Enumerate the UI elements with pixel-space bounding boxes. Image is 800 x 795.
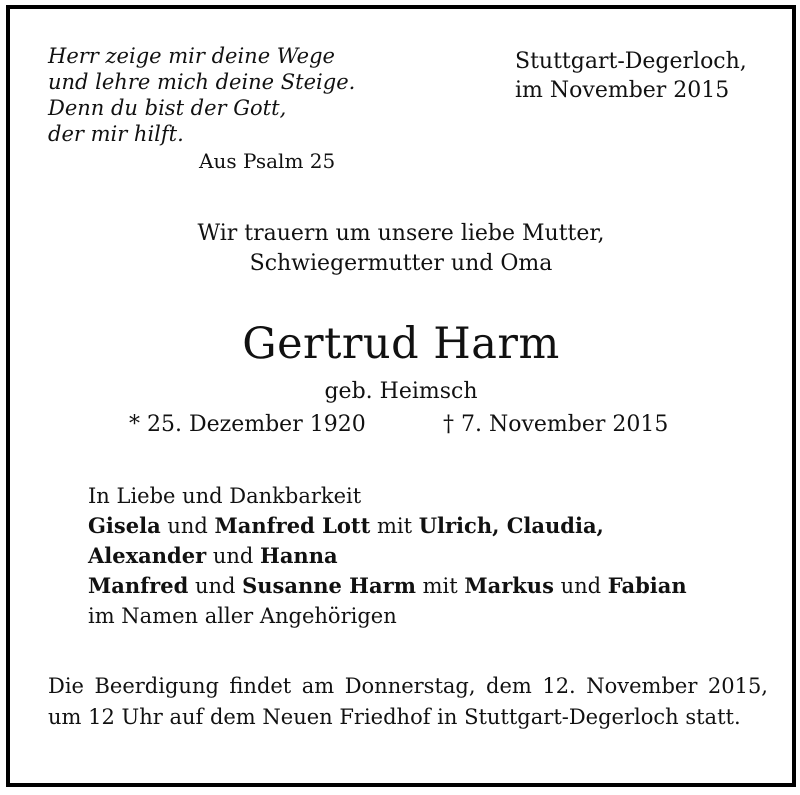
place-date: im November 2015 [515,78,730,103]
family-member: Alexander [88,543,207,568]
family-line [88,571,687,601]
birth-date: * 25. Dezember 1920 [129,412,366,437]
family-member: Susanne Harm [242,573,416,598]
verse-source: Aus Psalm 25 [199,149,336,173]
deceased-name: Gertrud Harm [242,319,560,369]
family-intro: In Liebe und Dankbarkeit [88,484,362,508]
family-member: Gisela [88,513,161,538]
connector-text: mit [370,514,419,538]
place-city: Stuttgart-Degerloch, [515,49,747,74]
family-line [88,541,687,571]
connector-text: und [553,574,608,598]
family-line [88,511,687,541]
family-member: Fabian [607,573,687,598]
funeral-details: Die Beerdigung findet am Donnerstag, dem 12. November 2015, um 12 Uhr auf dem Neuen Friedhof in Stuttgart-Degerloch statt. [48,674,768,729]
family-member: Hanna [259,543,338,568]
family-member: Manfred [88,573,189,598]
verse-line: der mir hilft. [48,122,184,146]
place-and-date [515,47,747,105]
mourning-announcement [10,219,792,279]
verse-line: Herr zeige mir deine Wege [48,44,335,68]
connector-text: mit [415,574,465,598]
announcement-line: Wir trauern um unsere liebe Mutter, [197,221,605,246]
connector-text: und [188,574,243,598]
family-member: Markus [464,573,554,598]
bible-verse [48,43,355,147]
family-member: Manfred Lott [214,513,371,538]
family-signatures [88,481,687,631]
obituary-notice [6,5,796,787]
birth-name: geb. Heimsch [324,379,478,404]
family-closing: im Namen aller Angehörigen [88,604,397,628]
family-member: Ulrich, Claudia, [418,513,604,538]
announcement-line: Schwiegermutter und Oma [249,251,553,276]
death-date: † 7. November 2015 [443,412,669,437]
verse-line: Denn du bist der Gott, [48,96,287,120]
connector-text: und [206,544,260,568]
verse-line: und lehre mich deine Steige. [48,70,356,94]
connector-text: und [160,514,215,538]
